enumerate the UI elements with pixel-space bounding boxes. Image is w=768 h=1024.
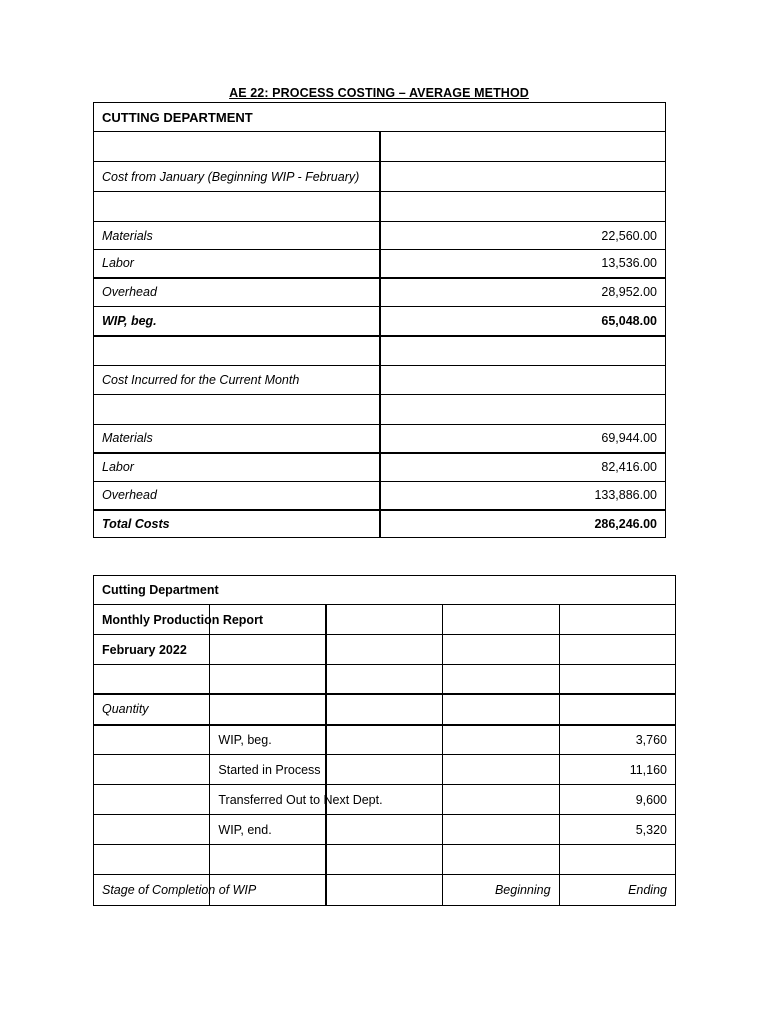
- empty-cell: [210, 635, 326, 665]
- empty-cell: [210, 845, 326, 875]
- empty-cell: [443, 815, 559, 845]
- empty-cell: [380, 336, 666, 366]
- empty-cell: [326, 725, 442, 755]
- stage-label: Stage of Completion of WIP: [94, 875, 210, 906]
- empty-cell: [443, 755, 559, 785]
- empty-cell: [326, 815, 442, 845]
- qty-label: WIP, beg.: [210, 725, 326, 755]
- total-costs-label: Total Costs: [94, 510, 380, 538]
- row-amount: 28,952.00: [380, 278, 666, 307]
- empty-cell: [210, 694, 326, 725]
- empty-cell: [326, 875, 442, 906]
- row-label: Materials: [94, 222, 380, 250]
- empty-cell: [94, 132, 380, 162]
- row-amount: 69,944.00: [380, 425, 666, 453]
- empty-cell: [559, 605, 675, 635]
- stage-ending: Ending: [559, 875, 675, 906]
- empty-cell: [443, 694, 559, 725]
- row-label: Overhead: [94, 482, 380, 510]
- row-label: Labor: [94, 453, 380, 482]
- empty-cell: [443, 845, 559, 875]
- row-label: Overhead: [94, 278, 380, 307]
- stage-beginning: Beginning: [443, 875, 559, 906]
- empty-cell: [94, 785, 210, 815]
- wip-beg-amount: 65,048.00: [380, 307, 666, 336]
- empty-cell: [443, 665, 559, 694]
- empty-cell: [380, 162, 666, 192]
- wip-beg-label: WIP, beg.: [94, 307, 380, 336]
- row-label: Materials: [94, 425, 380, 453]
- row-label: Labor: [94, 250, 380, 278]
- section-label-beginning: Cost from January (Beginning WIP - February): [94, 162, 380, 192]
- empty-cell: [326, 694, 442, 725]
- empty-cell: [443, 785, 559, 815]
- cost-table-header: CUTTING DEPARTMENT: [94, 103, 666, 132]
- empty-cell: [326, 635, 442, 665]
- production-report-table: [93, 575, 676, 906]
- qty-value: 9,600: [559, 785, 675, 815]
- qty-label: WIP, end.: [210, 815, 326, 845]
- quantity-label: Quantity: [94, 694, 210, 725]
- empty-cell: [380, 132, 666, 162]
- empty-cell: [94, 845, 210, 875]
- empty-cell: [380, 192, 666, 222]
- qty-value: 3,760: [559, 725, 675, 755]
- empty-cell: [559, 694, 675, 725]
- empty-cell: [94, 395, 380, 425]
- qty-value: 11,160: [559, 755, 675, 785]
- empty-cell: [380, 395, 666, 425]
- qty-label: Transferred Out to Next Dept.: [210, 785, 326, 815]
- row-amount: 133,886.00: [380, 482, 666, 510]
- empty-cell: [210, 665, 326, 694]
- empty-cell: [326, 755, 442, 785]
- empty-cell: [94, 815, 210, 845]
- empty-cell: [94, 725, 210, 755]
- cost-table: [93, 102, 666, 538]
- empty-cell: [380, 366, 666, 395]
- empty-cell: [443, 605, 559, 635]
- empty-cell: [326, 665, 442, 694]
- empty-cell: [94, 755, 210, 785]
- row-amount: 13,536.00: [380, 250, 666, 278]
- empty-cell: [443, 635, 559, 665]
- row-amount: 22,560.00: [380, 222, 666, 250]
- empty-cell: [326, 845, 442, 875]
- report-dept: Cutting Department: [94, 576, 676, 605]
- empty-cell: [94, 665, 210, 694]
- empty-cell: [443, 725, 559, 755]
- empty-cell: [326, 605, 442, 635]
- document-title: AE 22: PROCESS COSTING – AVERAGE METHOD: [229, 86, 529, 100]
- empty-cell: [94, 336, 380, 366]
- total-costs-amount: 286,246.00: [380, 510, 666, 538]
- qty-value: 5,320: [559, 815, 675, 845]
- qty-label: Started in Process: [210, 755, 326, 785]
- empty-cell: [559, 845, 675, 875]
- empty-cell: [559, 635, 675, 665]
- report-title: Monthly Production Report: [94, 605, 210, 635]
- section-label-current: Cost Incurred for the Current Month: [94, 366, 380, 395]
- empty-cell: [94, 192, 380, 222]
- empty-cell: [559, 665, 675, 694]
- report-period: February 2022: [94, 635, 210, 665]
- row-amount: 82,416.00: [380, 453, 666, 482]
